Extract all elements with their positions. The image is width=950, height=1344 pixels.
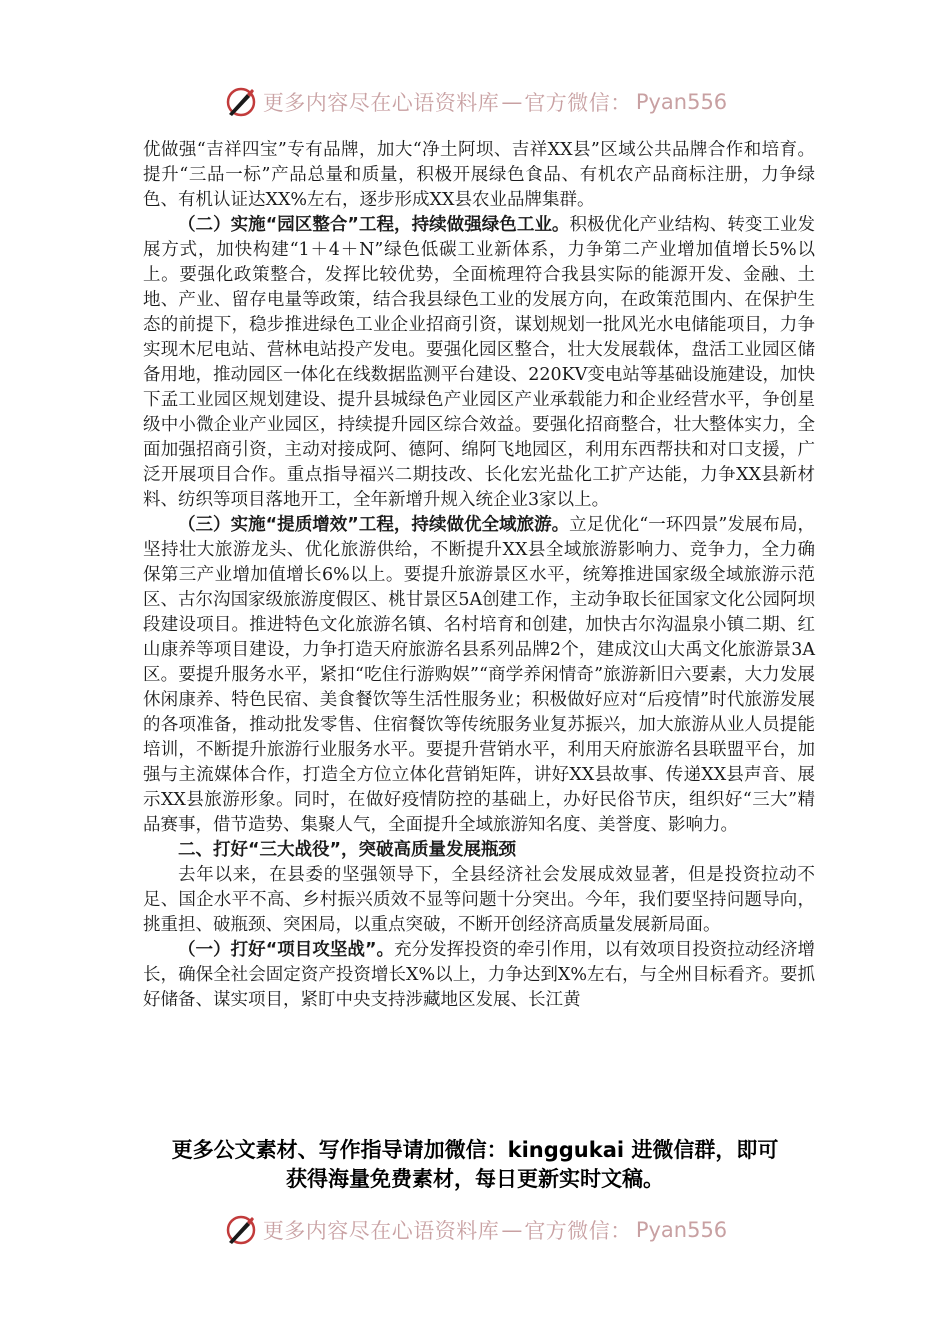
paragraph-4 bbox=[143, 863, 815, 938]
section-heading: 二、打好“三大战役”，突破高质量发展瓶颈 bbox=[178, 840, 517, 860]
pen-logo-icon bbox=[223, 84, 259, 120]
watermark-text: 更多内容尽在心语资料库 bbox=[262, 91, 500, 115]
paragraph-1 bbox=[143, 138, 815, 213]
paragraph-5 bbox=[143, 938, 815, 1013]
subsection-heading: （二）实施“园区整合”工程，持续做强绿色工业。 bbox=[178, 215, 570, 235]
header-watermark bbox=[0, 82, 950, 122]
promo-line-1: 更多公文素材、写作指导请加微信：kinggukai 进微信群，即可 bbox=[171, 1138, 779, 1162]
promo-line-2: 获得海量免费素材，每日更新实时文稿。 bbox=[286, 1167, 664, 1191]
pen-logo-icon bbox=[223, 1212, 259, 1248]
paragraph-3 bbox=[143, 513, 815, 838]
watermark-separator: — bbox=[501, 1218, 523, 1242]
subsection-heading: （一）打好“项目攻坚战”。 bbox=[178, 940, 395, 960]
watermark-official: 官方微信： bbox=[524, 1219, 632, 1243]
promo-banner bbox=[100, 1136, 850, 1194]
watermark-separator: — bbox=[501, 90, 523, 114]
paragraph-body: 立足优化“一环四景”发展布局，坚持壮大旅游龙头、优化旅游供给，不断提升XX县全域旅游影响力、竞争力，全力确保第三产业增加值增长6%以上。要提升旅游景区水平，统筹推进国家级全域旅游示范区、古尔沟国家级旅游度假区、桃甘景区5A创建工作，主动争取长征国家文化公园阿坝段建设项目。推进特色文化旅游名镇、名村培育和创建，加快古尔沟温泉小镇二期、红山康养等项目建设，力争打造天府旅游名县系列品牌2个，建成汶山大禹文化旅游景3A区。要提升服务水平，紧扣“吃住行游购娱”“商学养闲情奇”旅游新旧六要素，大力发展休闲康养、特色民宿、美食餐饮等生活性服务业；积极做好应对“后疫情”时代旅游发展的各项准备，推动批发零售、住宿餐饮等传统服务业复苏振兴，加大旅游从业人员提能培训，不断提升旅游行业服务水平。要提升营销水平，利用天府旅游名县联盟平台，加强与主流媒体合作，打造全方位立体化营销矩阵，讲好XX县故事、传递XX县声音、展示XX县旅游形象。同时，在做好疫情防控的基础上，办好民俗节庆，组织好“三大”精品赛事，借节造势、集聚人气，全面提升全域旅游知名度、美誉度、影响力。 bbox=[143, 515, 815, 835]
paragraph-body: 积极优化产业结构、转变工业发展方式，加快构建“1＋4＋N”绿色低碳工业新体系，力争第二产业增加值增长5%以上。要强化政策整合，发挥比较优势，全面梳理符合我县实际的能源开发、金融、土地、产业、留存电量等政策，结合我县绿色工业的发展方向，在政策范围内、在保护生态的前提下，稳步推进绿色工业企业招商引资，谋划规划一批风光水电储能项目，力争实现木尼电站、营林电站投产发电。要强化园区整合，壮大发展载体，盘活工业园区储备用地，推动园区一体化在线数据监测平台建设、220KV变电站等基础设施建设，加快下孟工业园区规划建设、提升县城绿色产业园区产业承载能力和企业经营水平，争创星级中小微企业产业园区，持续提升园区综合效益。要强化招商整合，壮大整体实力，全面加强招商引资，主动对接成阿、德阿、绵阿飞地园区，利用东西帮扶和对口支援，广泛开展项目合作。重点指导福兴二期技改、长化宏光盐化工扩产达能，力争XX县新材料、纺织等项目落地开工，全年新增升规入统企业3家以上。 bbox=[143, 215, 815, 510]
watermark-official: 官方微信： bbox=[524, 91, 632, 115]
watermark-id: Pyan556 bbox=[635, 90, 728, 114]
document-body bbox=[143, 138, 815, 1013]
paragraph-2 bbox=[143, 213, 815, 513]
paragraph-body: 优做强“吉祥四宝”专有品牌，加大“净土阿坝、吉祥XX县”区域公共品牌合作和培育。提升“三品一标”产品总量和质量，积极开展绿色食品、有机农产品商标注册，力争绿色、有机认证达XX%左右，逐步形成XX县农业品牌集群。 bbox=[143, 140, 815, 210]
paragraph-body: 充分发挥投资的牵引作用，以有效项目投资拉动经济增长，确保全社会固定资产投资增长X%以上，力争达到X%左右，与全州目标看齐。要抓好储备、谋实项目，紧盯中央支持涉藏地区发展、长江黄 bbox=[143, 940, 815, 1010]
footer-watermark bbox=[0, 1210, 950, 1250]
subsection-heading: （三）实施“提质增效”工程，持续做优全域旅游。 bbox=[178, 515, 570, 535]
watermark-id: Pyan556 bbox=[635, 1218, 728, 1242]
watermark-text: 更多内容尽在心语资料库 bbox=[262, 1219, 500, 1243]
paragraph-body: 去年以来，在县委的坚强领导下，全县经济社会发展成效显著，但是投资拉动不足、国企水平不高、乡村振兴质效不显等问题十分突出。今年，我们要坚持问题导向，挑重担、破瓶颈、突困局，以重点突破，不断开创经济高质量发展新局面。 bbox=[143, 865, 815, 935]
